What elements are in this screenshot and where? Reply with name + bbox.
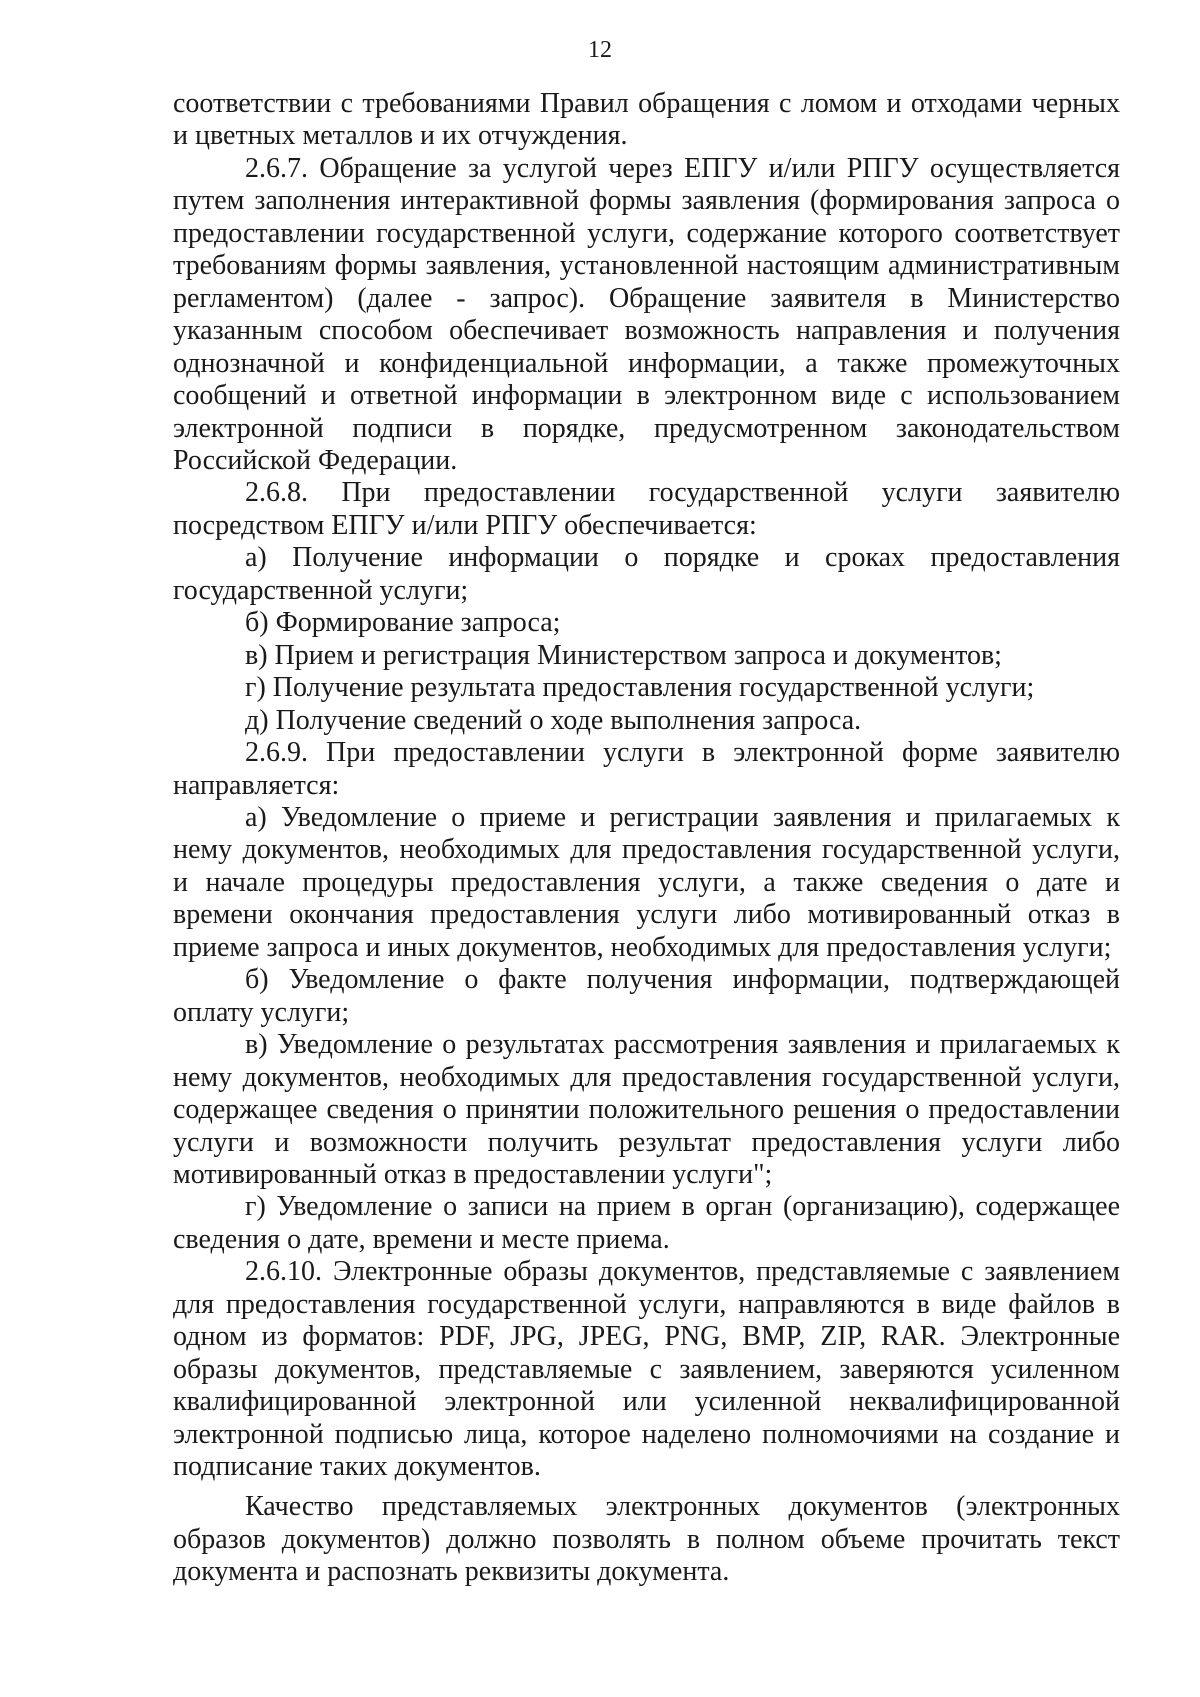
list-item-d: д) Получение сведений о ходе выполнения запроса. <box>245 704 862 736</box>
paragraph-2-6-8: 2.6.8. При предоставлении государственной услуги заявителю посредством ЕПГУ и/или РПГУ обеспечивается: <box>173 477 1120 541</box>
list-item-a: а) Получение информации о порядке и сроках предоставления государственной услуги; <box>173 542 1120 606</box>
list-item-v: в) Прием и регистрация Министерством запроса и документов; <box>245 639 1002 671</box>
notice-item-g: г) Уведомление о записи на прием в орган (организацию), содержащее сведения о дате, времени и месте приема. <box>173 1191 1120 1255</box>
list-item-g: г) Получение результата предоставления государственной услуги; <box>245 672 1035 704</box>
page-number: 12 <box>588 37 612 63</box>
paragraph-2-6-7: 2.6.7. Обращение за услугой через ЕПГУ и/или РПГУ осуществляется путем заполнения интерактивной формы заявления (формирования запроса о предоставлении государственной услуги, содержание которого соответствует требованиям формы заявления, установленной настоящим административным регламентом) (далее - запрос). Обращение заявителя в Министерство указанным способом обеспечивает возможность направления и получения однозначной и конфиденциальной информации, а также промежуточных сообщений и ответной информации в электронном виде с использованием электронной подписи в порядке, предусмотренном законодательством Российской Федерации. <box>173 152 1120 476</box>
paragraph-2-6-9: 2.6.9. При предоставлении услуги в электронной форме заявителю направляется: <box>173 737 1120 801</box>
paragraph-2-6-10: 2.6.10. Электронные образы документов, представляемые с заявлением для предоставления государственной услуги, направляются в виде файлов в одном из форматов: PDF, JPG, JPEG, PNG, BMP, ZIP, RAR. Электронные образы документов, представляемые с заявлением, заверяются усиленном квалифицированной электронной или усиленной неквалифицированной электронной подписью лица, которое наделено полномочиями на создание и подписание таких документов. <box>173 1256 1120 1483</box>
notice-item-a: а) Уведомление о приеме и регистрации заявления и прилагаемых к нему документов, необходимых для предоставления государственной услуги, и начале процедуры предоставления услуги, а также сведения о дате и времени окончания предоставления услуги либо мотивированный отказ в приеме запроса и иных документов, необходимых для предоставления услуги; <box>173 801 1120 963</box>
document-body <box>173 88 1120 1589</box>
list-item-b: б) Формирование запроса; <box>245 607 561 639</box>
notice-item-b: б) Уведомление о факте получения информации, подтверждающей оплату услуги; <box>173 964 1120 1028</box>
paragraph-document-quality: Качество представляемых электронных документов (электронных образов документов) должно позволять в полном объеме прочитать текст документа и распознать реквизиты документа. <box>173 1491 1120 1588</box>
paragraph-continuation: соответствии с требованиями Правил обращения с ломом и отходами черных и цветных металлов и их отчуждения. <box>173 88 1120 152</box>
notice-item-v: в) Уведомление о результатах рассмотрения заявления и прилагаемых к нему документов, необходимых для предоставления государственной услуги, содержащее сведения о принятии положительного решения о предоставлении услуги и возможности получить результат предоставления услуги либо мотивированный отказ в предоставлении услуги"; <box>173 1029 1120 1190</box>
